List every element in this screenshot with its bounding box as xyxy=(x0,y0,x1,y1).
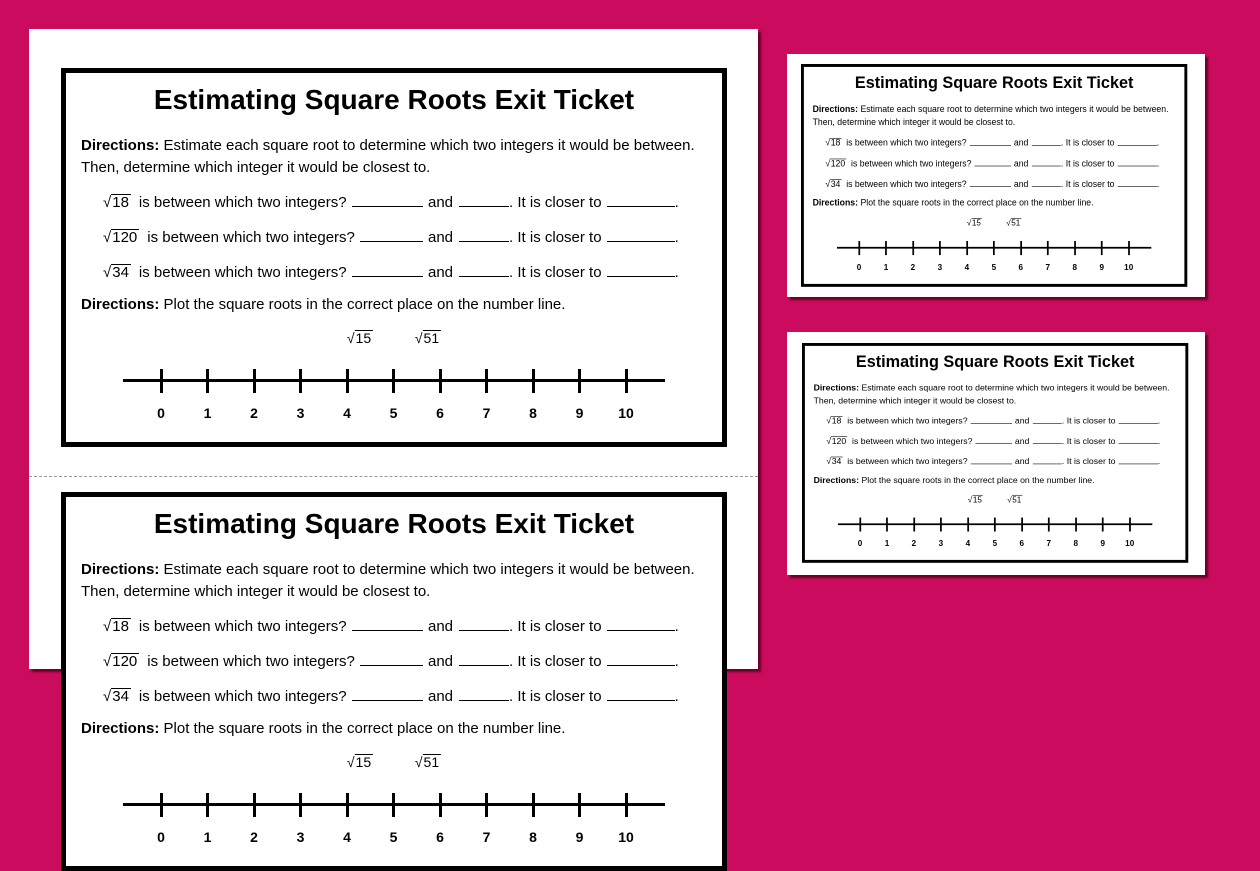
number-line-label: 8 xyxy=(1072,262,1078,272)
plot-value-sqrt-51: √ 51 xyxy=(1006,218,1021,228)
plot-directions xyxy=(813,197,1094,210)
number-line-label: 10 xyxy=(1124,262,1134,272)
radical-sign-icon: √ xyxy=(103,194,112,211)
worksheet-page xyxy=(29,29,758,845)
number-line-tick xyxy=(1129,518,1131,532)
sentence-end: . xyxy=(674,688,679,705)
number-line-tick xyxy=(160,793,163,817)
radicand: 120 xyxy=(831,436,847,447)
number-line-tick xyxy=(859,518,861,532)
sentence-end: . xyxy=(1157,456,1161,467)
closer-text: . It is closer to xyxy=(509,194,602,211)
answer-blank-second-integer xyxy=(1033,464,1062,465)
closer-text: . It is closer to xyxy=(509,264,602,281)
plot-value-sqrt-51: √ 51 xyxy=(1007,494,1022,505)
directions-label: Directions: xyxy=(81,296,160,313)
radicand: 34 xyxy=(831,456,842,467)
radicand: 120 xyxy=(112,229,138,246)
number-line-tick xyxy=(1102,518,1104,532)
number-line-label: 3 xyxy=(938,538,944,548)
number-line-label: 9 xyxy=(1100,538,1105,548)
ticket-slot-preview-2 xyxy=(802,343,1188,563)
square-root-expression xyxy=(826,456,842,469)
number-line-label: 6 xyxy=(1019,538,1025,548)
square-root-expression xyxy=(825,157,846,170)
estimate-directions-line-2: Then, determine which integer it would be closest to. xyxy=(81,159,431,176)
plot-value-sqrt-15: √ 15 xyxy=(967,494,982,505)
number-line-label: 0 xyxy=(857,538,863,548)
number-line-tick xyxy=(966,241,968,255)
closer-text: . It is closer to xyxy=(509,618,602,635)
number-line-tick xyxy=(392,369,395,393)
sentence-end: . xyxy=(674,653,679,670)
answer-blank-first-integer xyxy=(974,166,1011,167)
number-line-label: 5 xyxy=(992,538,998,548)
directions-text: Estimate each square root to determine which two integers it would be between. xyxy=(860,104,1169,115)
number-line-tick xyxy=(1020,241,1022,255)
answer-blank-closest-integer xyxy=(607,665,675,666)
and-text: and xyxy=(1014,416,1030,426)
radicand: 34 xyxy=(112,264,129,281)
question-row xyxy=(826,456,1160,469)
directions-label: Directions: xyxy=(813,383,860,393)
and-text: and xyxy=(1014,456,1030,467)
plot-directions xyxy=(81,294,565,316)
number-line-tick xyxy=(886,518,888,532)
number-line-tick xyxy=(912,241,914,255)
radical-sign-icon: √ xyxy=(414,754,423,770)
number-line-tick xyxy=(253,793,256,817)
sentence-end: . xyxy=(674,264,679,281)
question-prompt: is between which two integers? xyxy=(852,436,973,447)
estimate-directions-line-1 xyxy=(814,382,1170,395)
number-line-tick xyxy=(939,241,941,255)
and-text: and xyxy=(428,264,454,281)
number-line-label: 2 xyxy=(250,405,258,421)
question-row xyxy=(103,651,679,673)
radicand: 120 xyxy=(112,653,138,670)
directions-label: Directions: xyxy=(81,720,160,737)
number-line-label: 2 xyxy=(250,829,258,845)
radical-sign-icon: √ xyxy=(414,330,423,346)
number-line-tick xyxy=(485,369,488,393)
ticket-title: Estimating Square Roots Exit Ticket xyxy=(153,84,635,115)
number-line-label: 5 xyxy=(991,262,997,272)
exit-ticket xyxy=(61,492,727,871)
number-line-tick xyxy=(532,369,535,393)
answer-blank-closest-integer xyxy=(1117,186,1156,187)
plot-directions xyxy=(81,718,565,740)
question-row xyxy=(825,157,1159,170)
plot-directions-text: Plot the square roots in the correct place on the number line. xyxy=(861,475,1095,486)
directions-label: Directions: xyxy=(812,198,859,209)
number-line-label: 7 xyxy=(482,405,491,421)
answer-blank-second-integer xyxy=(459,276,509,277)
ticket-title: Estimating Square Roots Exit Ticket xyxy=(153,508,635,539)
closer-text: . It is closer to xyxy=(1060,158,1115,169)
directions-label: Directions: xyxy=(81,561,160,578)
number-line-tick xyxy=(253,369,256,393)
radical-sign-icon: √ xyxy=(826,436,832,447)
answer-blank-closest-integer xyxy=(607,276,675,277)
number-line-tick xyxy=(299,369,302,393)
sentence-end: . xyxy=(674,618,679,635)
radical-sign-icon: √ xyxy=(346,330,355,346)
answer-blank-first-integer xyxy=(971,423,1012,424)
radical-sign-icon: √ xyxy=(1007,494,1012,505)
question-prompt: is between which two integers? xyxy=(138,688,347,705)
plot-value-sqrt-15: √ 15 xyxy=(346,754,372,770)
number-line-label: 1 xyxy=(203,829,212,845)
ticket-title: Estimating Square Roots Exit Ticket xyxy=(854,73,1134,92)
number-line-tick xyxy=(578,793,581,817)
number-line-label: 4 xyxy=(343,829,351,845)
radicand: 18 xyxy=(831,416,842,426)
square-root-expression xyxy=(103,192,131,214)
estimate-directions-line-1 xyxy=(813,103,1169,116)
radical-sign-icon: √ xyxy=(103,653,112,670)
and-text: and xyxy=(1013,179,1029,190)
and-text: and xyxy=(428,194,454,211)
radicand: 34 xyxy=(830,179,841,190)
number-line-tick xyxy=(940,518,942,532)
number-line-tick xyxy=(1074,241,1076,255)
directions-label: Directions: xyxy=(812,104,859,115)
number-line-tick xyxy=(206,793,209,817)
square-root-expression xyxy=(103,262,131,284)
number-line-tick xyxy=(625,369,628,393)
number-line-tick xyxy=(994,518,996,532)
radical-sign-icon: √ xyxy=(825,138,831,149)
plot-value-sqrt-15: √ 15 xyxy=(346,330,372,346)
sentence-end: . xyxy=(1157,416,1161,426)
number-line-tick xyxy=(160,369,163,393)
square-root-expression xyxy=(103,651,139,673)
number-line-tick xyxy=(439,369,442,393)
and-text: and xyxy=(1013,158,1029,169)
estimate-directions-line-1 xyxy=(81,135,695,157)
estimate-directions-line-1 xyxy=(81,559,695,581)
answer-blank-second-integer xyxy=(1033,443,1062,444)
answer-blank-closest-integer xyxy=(1118,464,1157,465)
number-line-label: 6 xyxy=(436,829,444,845)
square-root-expression xyxy=(103,616,131,638)
directions-text: Estimate each square root to determine which two integers it would be between. xyxy=(163,561,695,578)
sentence-end: . xyxy=(674,194,679,211)
radicand: 120 xyxy=(830,158,846,169)
directions-label: Directions: xyxy=(813,475,860,486)
number-line-tick xyxy=(885,241,887,255)
answer-blank-second-integer xyxy=(459,665,509,666)
number-line-label: 7 xyxy=(482,829,491,845)
plot-directions-text: Plot the square roots in the correct place on the number line. xyxy=(163,720,566,737)
directions-text: Estimate each square root to determine which two integers it would be between. xyxy=(861,383,1170,393)
and-text: and xyxy=(1014,436,1030,447)
number-line-tick xyxy=(346,793,349,817)
closer-text: . It is closer to xyxy=(1060,179,1115,190)
plot-value-sqrt-51: √ 51 xyxy=(414,330,440,346)
number-line-label: 4 xyxy=(964,262,970,272)
answer-blank-closest-integer xyxy=(1118,423,1157,424)
answer-blank-first-integer xyxy=(352,700,423,701)
number-line-tick xyxy=(1048,518,1050,532)
closer-text: . It is closer to xyxy=(509,229,602,246)
estimate-directions-line-2: Then, determine which integer it would be closest to. xyxy=(81,583,431,600)
ticket-slot-top xyxy=(61,68,727,447)
sentence-end: . xyxy=(1156,179,1160,190)
radical-sign-icon: √ xyxy=(103,264,112,281)
radical-sign-icon: √ xyxy=(826,456,832,467)
number-line-label: 2 xyxy=(910,262,916,272)
number-line-label: 9 xyxy=(1099,262,1104,272)
answer-blank-closest-integer xyxy=(607,206,675,207)
question-row xyxy=(826,415,1160,428)
number-line-label: 8 xyxy=(529,829,537,845)
and-text: and xyxy=(428,618,454,635)
number-line-label: 3 xyxy=(296,405,305,421)
closer-text: . It is closer to xyxy=(1061,436,1116,447)
number-line-label: 3 xyxy=(937,262,943,272)
sentence-end: . xyxy=(1157,436,1161,447)
number-line-tick xyxy=(913,518,915,532)
number-line-tick xyxy=(299,793,302,817)
number-line-label: 5 xyxy=(389,405,398,421)
and-text: and xyxy=(428,229,454,246)
number-line-label: 0 xyxy=(157,829,165,845)
number-line-label: 4 xyxy=(965,538,971,548)
radical-sign-icon: √ xyxy=(1006,218,1011,228)
number-line-label: 8 xyxy=(1073,538,1079,548)
exit-ticket xyxy=(801,64,1187,287)
number-line-label: 1 xyxy=(203,405,212,421)
exit-ticket xyxy=(802,343,1188,563)
answer-blank-second-integer xyxy=(459,241,509,242)
number-line-tick xyxy=(1021,518,1023,532)
and-text: and xyxy=(428,653,454,670)
radical-sign-icon: √ xyxy=(825,158,831,169)
number-line-label: 7 xyxy=(1045,262,1051,272)
question-prompt: is between which two integers? xyxy=(138,194,347,211)
number-line-tick xyxy=(578,369,581,393)
answer-blank-first-integer xyxy=(970,145,1011,146)
and-text: and xyxy=(1013,138,1029,149)
number-line-tick xyxy=(206,369,209,393)
radical-sign-icon: √ xyxy=(967,494,973,505)
number-line-tick xyxy=(967,518,969,532)
answer-blank-first-integer xyxy=(352,630,423,631)
answer-blank-closest-integer xyxy=(1118,443,1157,444)
number-line-tick xyxy=(346,369,349,393)
number-line-label: 5 xyxy=(389,829,398,845)
ticket-slot-bottom xyxy=(61,492,727,871)
number-line-label: 1 xyxy=(883,262,889,272)
answer-blank-second-integer xyxy=(459,700,509,701)
directions-label: Directions: xyxy=(81,137,160,154)
radical-sign-icon: √ xyxy=(826,416,832,426)
answer-blank-closest-integer xyxy=(607,241,675,242)
number-line-label: 10 xyxy=(618,829,634,845)
answer-blank-first-integer xyxy=(352,206,423,207)
number-line-tick xyxy=(858,241,860,255)
radical-sign-icon: √ xyxy=(103,618,112,635)
question-prompt: is between which two integers? xyxy=(147,229,355,246)
closer-text: . It is closer to xyxy=(509,688,602,705)
answer-blank-closest-integer xyxy=(1117,166,1156,167)
answer-blank-closest-integer xyxy=(607,700,675,701)
square-root-expression xyxy=(826,435,847,448)
directions-text: Estimate each square root to determine which two integers it would be between. xyxy=(163,137,695,154)
sentence-end: . xyxy=(1156,158,1160,169)
square-root-expression xyxy=(825,178,841,191)
number-line-label: 4 xyxy=(343,405,351,421)
question-prompt: is between which two integers? xyxy=(147,653,355,670)
and-text: and xyxy=(428,688,454,705)
answer-blank-first-integer xyxy=(360,241,423,242)
answer-blank-second-integer xyxy=(1032,186,1061,187)
number-line-tick xyxy=(993,241,995,255)
answer-blank-second-integer xyxy=(1032,145,1061,146)
radical-sign-icon: √ xyxy=(825,179,831,190)
answer-blank-second-integer xyxy=(1032,166,1061,167)
number-line-label: 6 xyxy=(436,405,444,421)
number-line-tick xyxy=(392,793,395,817)
number-line-label: 9 xyxy=(575,829,584,845)
number-line-tick xyxy=(1047,241,1049,255)
question-prompt: is between which two integers? xyxy=(847,416,968,426)
answer-blank-first-integer xyxy=(360,665,423,666)
question-prompt: is between which two integers? xyxy=(847,456,968,467)
closer-text: . It is closer to xyxy=(1060,138,1115,149)
preview-card-2 xyxy=(787,332,1205,575)
question-prompt: is between which two integers? xyxy=(851,158,972,169)
closer-text: . It is closer to xyxy=(509,653,602,670)
number-line-label: 3 xyxy=(296,829,305,845)
answer-blank-second-integer xyxy=(1033,423,1062,424)
question-row xyxy=(103,262,679,284)
plot-directions-text: Plot the square roots in the correct place on the number line. xyxy=(860,198,1094,209)
radicand: 18 xyxy=(112,194,129,211)
closer-text: . It is closer to xyxy=(1061,416,1116,426)
question-row xyxy=(825,137,1159,150)
closer-text: . It is closer to xyxy=(1061,456,1116,467)
question-row xyxy=(103,227,679,249)
number-line-tick xyxy=(485,793,488,817)
number-line-label: 1 xyxy=(884,538,890,548)
number-line-label: 10 xyxy=(1125,538,1135,548)
question-prompt: is between which two integers? xyxy=(846,138,967,149)
question-prompt: is between which two integers? xyxy=(138,618,347,635)
radicand: 34 xyxy=(112,688,129,705)
question-row xyxy=(103,686,679,708)
answer-blank-first-integer xyxy=(975,443,1012,444)
answer-blank-second-integer xyxy=(459,630,509,631)
number-line-tick xyxy=(1101,241,1103,255)
number-line-label: 0 xyxy=(157,405,165,421)
number-line-tick xyxy=(1075,518,1077,532)
sentence-end: . xyxy=(1156,138,1160,149)
question-row xyxy=(103,616,679,638)
number-line-label: 10 xyxy=(618,405,634,421)
number-line-tick xyxy=(532,793,535,817)
number-line-tick xyxy=(439,793,442,817)
number-line-label: 6 xyxy=(1018,262,1024,272)
square-root-expression xyxy=(103,227,139,249)
question-prompt: is between which two integers? xyxy=(138,264,347,281)
radicand: 18 xyxy=(830,138,841,149)
answer-blank-first-integer xyxy=(970,186,1011,187)
plot-value-sqrt-51: √ 51 xyxy=(414,754,440,770)
number-line-label: 2 xyxy=(911,538,917,548)
number-line-tick xyxy=(1128,241,1130,255)
estimate-directions-line-2: Then, determine which integer it would be closest to. xyxy=(812,117,1016,128)
ticket-title: Estimating Square Roots Exit Ticket xyxy=(855,352,1135,371)
ticket-slot-preview-1 xyxy=(801,64,1187,287)
number-line-label: 7 xyxy=(1046,538,1052,548)
radical-sign-icon: √ xyxy=(966,218,972,228)
sentence-end: . xyxy=(674,229,679,246)
answer-blank-second-integer xyxy=(459,206,509,207)
number-line-label: 9 xyxy=(575,405,584,421)
number-line-label: 8 xyxy=(529,405,537,421)
plot-directions xyxy=(814,474,1095,487)
preview-card-1 xyxy=(787,54,1205,297)
question-row xyxy=(825,178,1159,191)
question-row xyxy=(826,435,1160,448)
number-line-tick xyxy=(625,793,628,817)
square-root-expression xyxy=(826,415,842,428)
question-prompt: is between which two integers? xyxy=(846,179,967,190)
radical-sign-icon: √ xyxy=(103,688,112,705)
square-root-expression xyxy=(825,137,841,150)
plot-value-sqrt-15: √ 15 xyxy=(966,218,981,228)
square-root-expression xyxy=(103,686,131,708)
radical-sign-icon: √ xyxy=(346,754,355,770)
answer-blank-closest-integer xyxy=(1117,145,1156,146)
estimate-directions-line-2: Then, determine which integer it would be closest to. xyxy=(813,395,1017,406)
answer-blank-first-integer xyxy=(971,464,1012,465)
answer-blank-first-integer xyxy=(352,276,423,277)
question-row xyxy=(103,192,679,214)
plot-directions-text: Plot the square roots in the correct place on the number line. xyxy=(163,296,566,313)
number-line-label: 0 xyxy=(856,262,862,272)
radicand: 18 xyxy=(112,618,129,635)
cut-line-divider xyxy=(29,476,758,477)
answer-blank-closest-integer xyxy=(607,630,675,631)
exit-ticket xyxy=(61,68,727,447)
radical-sign-icon: √ xyxy=(103,229,112,246)
